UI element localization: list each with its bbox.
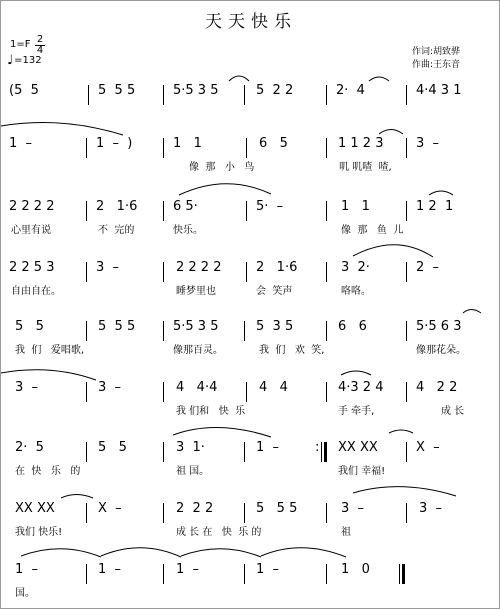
measure: 2 2 2 2 — [176, 260, 222, 275]
measure: 2· 4 — [336, 83, 365, 98]
lyric: 睡梦里也 — [176, 286, 216, 297]
measure: XX XX — [15, 501, 55, 516]
measure: 6 6 — [338, 319, 367, 334]
measure: 3 – — [419, 501, 443, 516]
slur — [1, 123, 123, 135]
slur — [229, 76, 249, 81]
measure: 5·5 3 5 — [173, 83, 219, 98]
tempo-marking — [7, 53, 42, 68]
composer-credit: 作曲:王东音 — [412, 60, 461, 70]
measure: 5 5 5 — [98, 83, 136, 98]
measure: 2 2 5 3 — [9, 260, 55, 275]
lyric: 叽 叽喳 喳, — [339, 162, 392, 173]
lyric: 我 们和 快 乐 — [176, 406, 246, 417]
measure: 1 – — [256, 562, 280, 577]
measure: 3 – — [15, 380, 39, 395]
slur — [21, 549, 101, 557]
lyric: 我 们 爱唱歌, — [15, 345, 85, 356]
measure: 5 2 2 — [256, 83, 294, 98]
slur — [173, 427, 271, 437]
slur — [181, 549, 261, 557]
measure: 5 5 5 — [98, 319, 136, 334]
score-row-7 — [1, 440, 500, 480]
measure: X – — [416, 440, 440, 455]
measure: 3 – — [341, 501, 365, 516]
measure: 2 – — [416, 260, 440, 275]
measure: 4·3 2 4 — [338, 380, 384, 395]
measure: 2· 5 — [15, 440, 44, 455]
lyric: 快乐。 — [173, 225, 203, 236]
measure: (5 5 — [9, 83, 39, 98]
measure: 3 2· — [341, 260, 370, 275]
slur — [353, 487, 456, 496]
measure: 3 – — [416, 136, 440, 151]
lyric: 自由自在。 — [11, 286, 61, 297]
lyric: 咯咯。 — [341, 286, 371, 297]
lyric: 会 笑声 — [256, 286, 293, 297]
measure: 6 5 — [259, 136, 288, 151]
meter-bottom: 4 — [36, 45, 44, 56]
score-row-9 — [1, 562, 500, 602]
measure: 4 2 2 — [416, 380, 458, 395]
lyric: 像 那 小 鸟 — [189, 162, 255, 173]
measure: XX XX — [338, 440, 378, 455]
measure: 5 5 — [98, 440, 127, 455]
measure: 6 5· — [173, 199, 198, 214]
measure: 1 – — [256, 440, 280, 455]
measure: 1 – — [15, 562, 39, 577]
score-row-3 — [1, 199, 500, 239]
slur — [463, 310, 481, 314]
slur — [179, 184, 271, 195]
lyric: 像那百灵。 — [173, 345, 223, 356]
slur — [1, 370, 96, 380]
lyricist-credit: 作词:胡致骅 — [412, 47, 461, 57]
slur — [341, 371, 371, 375]
lyric: 成 长 — [441, 406, 465, 417]
meter-top: 2 — [36, 34, 44, 45]
slur — [389, 430, 413, 433]
lyric: 祖 国。 — [176, 466, 210, 477]
tempo-value: =132 — [14, 55, 42, 66]
measure: 1 1 2 3 — [338, 136, 384, 151]
song-title: 天天快乐 — [205, 12, 297, 32]
measure: 2 1·6 — [256, 260, 298, 275]
lyric: 手 牵手, — [338, 406, 375, 417]
slur — [353, 245, 433, 257]
lyric: 我们 幸福! — [338, 466, 386, 477]
measure: 3 – — [98, 380, 122, 395]
measure: 1 – — [98, 562, 122, 577]
lyric: 像那花朵。 — [416, 345, 466, 356]
measure: 1 1 — [173, 136, 202, 151]
measure: X – — [98, 501, 122, 516]
slur — [101, 548, 181, 557]
lyric: 祖 — [341, 527, 351, 538]
measure: 1 1 — [341, 199, 370, 214]
measure: 1 – — [176, 562, 200, 577]
measure: 3 1· — [176, 440, 205, 455]
measure: 5 3 5 — [256, 319, 294, 334]
measure: 5·5 3 5 — [173, 319, 219, 334]
score-row-8 — [1, 501, 500, 541]
slur — [379, 130, 403, 135]
slur — [261, 548, 346, 557]
lyric: 在 快 乐 的 — [15, 466, 81, 477]
lyric: 我 们 欢 笑, — [259, 345, 325, 356]
measure: 5 5 — [15, 319, 44, 334]
measure: 1 – — [9, 136, 33, 151]
measure: 4 4 — [259, 380, 288, 395]
measure: 1 2 1 — [416, 199, 454, 214]
score-row-1 — [1, 83, 500, 123]
slur — [429, 191, 453, 195]
lyric: 心里有说 — [11, 225, 51, 236]
measure: 5· – — [256, 199, 284, 214]
slur — [369, 77, 389, 81]
measure: 3 – — [96, 260, 120, 275]
key-signature: 1=F — [10, 39, 31, 50]
quarter-note-icon: ♩ — [7, 53, 14, 68]
lyric: 不 完的 — [98, 225, 135, 236]
measure: 1 0 — [341, 562, 370, 577]
measure: 4·4 3 1 — [416, 83, 462, 98]
repeat-sign: : — [315, 440, 320, 455]
measure: 2 1·6 — [96, 199, 138, 214]
lyric: 我们 快乐! — [15, 527, 63, 538]
score-row-6 — [1, 380, 500, 420]
lyric: 像 那 鱼 儿 — [341, 225, 404, 236]
lyric: 国。 — [15, 588, 35, 599]
score-row-2 — [1, 136, 500, 176]
measure: 5·5 6 3 — [416, 319, 462, 334]
measure: 4 4·4 — [176, 380, 218, 395]
slur — [61, 495, 93, 499]
measure: 2 2 2 2 — [9, 199, 55, 214]
measure: 2 2 2 — [176, 501, 214, 516]
score-row-5 — [1, 319, 500, 359]
lyric: 成 长 在 快 乐 的 — [176, 527, 262, 538]
measure: 5 5 5 — [256, 501, 298, 516]
score-row-4 — [1, 260, 500, 300]
measure: 1 – ) — [96, 136, 133, 151]
